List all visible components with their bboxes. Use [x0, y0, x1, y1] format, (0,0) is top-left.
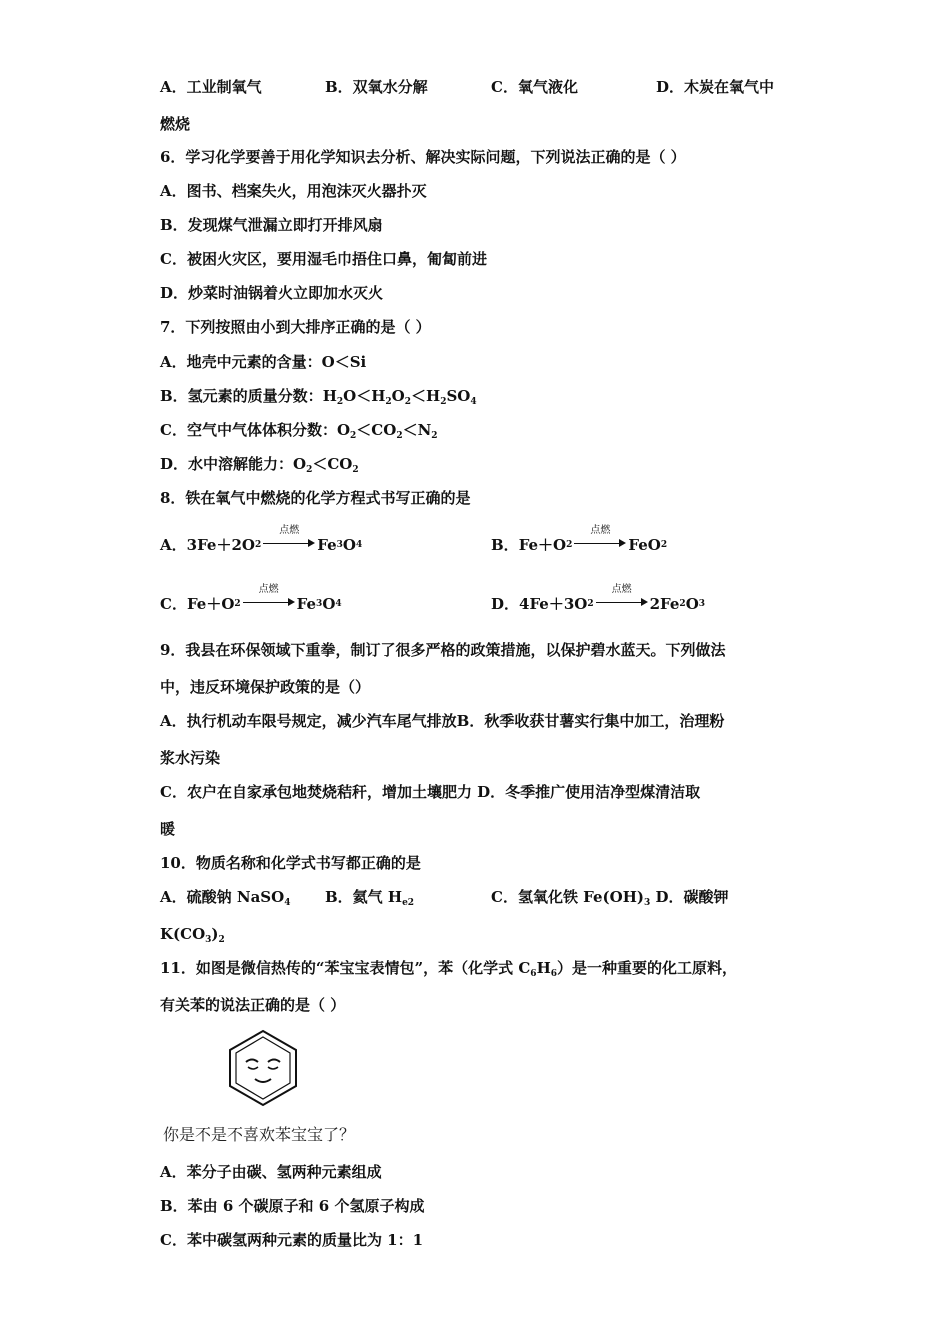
q11-option-c: C．苯中碳氢两种元素的质量比为 1：1 [160, 1231, 424, 1249]
reaction-arrow: 点燃 [596, 594, 648, 614]
q10-option-b: B．氦气 $H_{e2}$ [325, 888, 415, 908]
q9-options-ab-line1: A．执行机动车限号规定，减少汽车尾气排放B．秋季收获甘薯实行集中加工，治理粉 [160, 712, 725, 730]
q7-option-b: B．氢元素的质量分数：$H_2O<H_2O_2<H_2SO_4$ [160, 387, 477, 407]
q9-options-cd-line1: C．农户在自家承包地焚烧秸秆，增加土壤肥力 D．冬季推广使用洁净型煤清洁取 [160, 783, 701, 801]
q6-stem: 6．学习化学要善于用化学知识去分析、解决实际问题，下列说法正确的是（ ） [160, 148, 686, 166]
q10-stem: 10．物质名称和化学式书写都正确的是 [160, 854, 421, 872]
q11-option-b: B．苯由 6 个碳原子和 6 个氢原子构成 [160, 1197, 425, 1215]
reaction-arrow: 点燃 [263, 535, 315, 555]
figure-caption: 你是不是不喜欢苯宝宝了？ [163, 1125, 356, 1144]
q8-option-d: D． 4Fe＋3O 2 点燃 2Fe 2 O 3 [491, 584, 706, 613]
q10-option-a: A．硫酸钠 NaSO$_4$ [160, 888, 291, 908]
q5-option-b: B．双氧水分解 [325, 78, 428, 96]
q7-option-c: C．空气中气体体积分数：$O_2<CO_2<N_2$ [160, 421, 438, 441]
q8-stem: 8．铁在氧气中燃烧的化学方程式书写正确的是 [160, 489, 471, 507]
q6-option-c: C．被困火灾区，要用湿毛巾捂住口鼻，匍匐前进 [160, 250, 487, 268]
reaction-arrow: 点燃 [574, 535, 626, 555]
q11-stem-line1: 11．如图是微信热传的“苯宝宝表情包”，苯（化学式 $C_6H_6$）是一种重要的化工原料， [160, 959, 738, 979]
q10-option-c: C．氢氧化铁 $Fe(OH)_3$ D．碳酸钾 [491, 888, 729, 908]
q6-option-a: A．图书、档案失火，用泡沫灭火器扑灭 [160, 182, 427, 200]
benzene-emoji-figure [226, 1028, 300, 1108]
q5-option-d-cont: 燃烧 [160, 115, 191, 133]
q6-option-b: B．发现煤气泄漏立即打开排风扇 [160, 216, 383, 234]
q9-options-ab-line2: 浆水污染 [160, 749, 221, 767]
q9-options-cd-line2: 暖 [160, 820, 176, 838]
q7-option-d: D．水中溶解能力：$O_2<CO_2$ [160, 455, 359, 475]
reaction-arrow: 点燃 [243, 594, 295, 614]
q10-option-d-cont: $K(CO_3)_2$ [160, 925, 225, 945]
q7-stem: 7．下列按照由小到大排序正确的是（ ） [160, 318, 431, 336]
q5-option-a: A．工业制氧气 [160, 78, 262, 96]
q8-option-c: C． Fe＋O 2 点燃 Fe 3 O 4 [160, 584, 342, 613]
q8-option-b: B． Fe＋O 2 点燃 FeO 2 [491, 525, 668, 554]
q11-option-a: A．苯分子由碳、氢两种元素组成 [160, 1163, 382, 1181]
q5-option-c: C．氧气液化 [491, 78, 578, 96]
q5-option-d: D．木炭在氧气中 [656, 78, 775, 96]
q7-option-a: A．地壳中元素的含量：O＜Si [160, 353, 367, 371]
q8-option-a: A． 3Fe＋2O 2 点燃 Fe 3 O 4 [160, 525, 363, 554]
q9-stem-line1: 9．我县在环保领域下重拳，制订了很多严格的政策措施，以保护碧水蓝天。下列做法 [160, 641, 726, 659]
q6-option-d: D．炒菜时油锅着火立即加水灭火 [160, 284, 384, 302]
q9-stem-line2: 中，违反环境保护政策的是（） [160, 678, 371, 696]
q11-stem-line2: 有关苯的说法正确的是（ ） [160, 996, 346, 1014]
